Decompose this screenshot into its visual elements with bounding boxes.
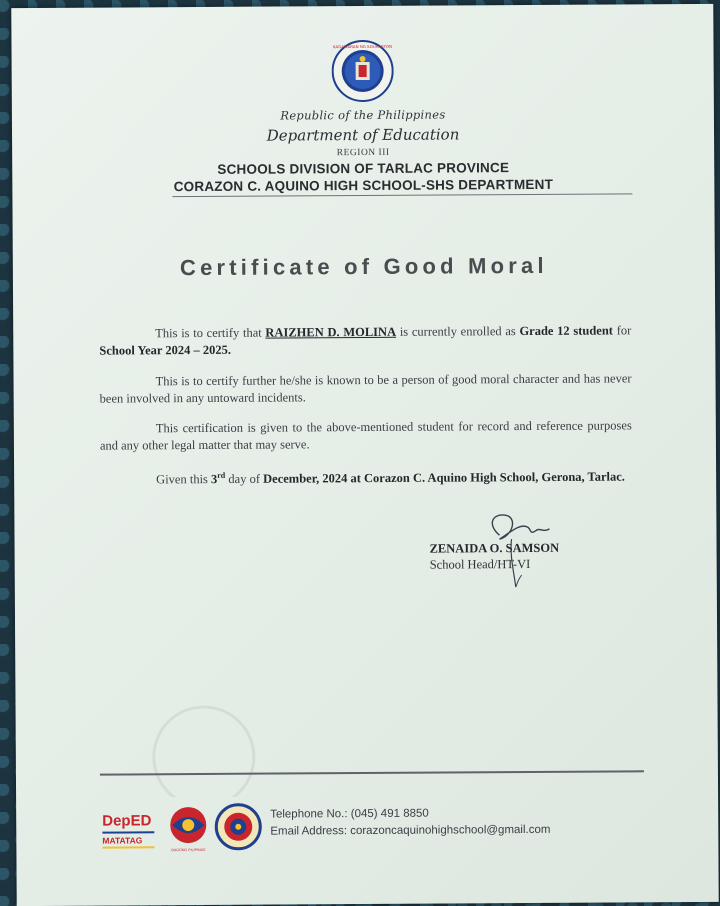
day-suffix: rd xyxy=(217,470,226,480)
faint-watermark xyxy=(143,697,264,798)
school-seal-icon xyxy=(216,805,260,849)
seal-text: KAGAWARAN NG EDUKASYON xyxy=(332,43,393,50)
p1-text-a: This is to certify that xyxy=(155,325,266,341)
footer-logos xyxy=(102,803,272,856)
email-address: Email Address: corazoncaquinohighschool@gmail.com xyxy=(270,823,551,838)
division-line: SCHOOLS DIVISION OF TARLAC PROVINCE xyxy=(217,160,510,177)
bagong-text: BAGONG PILIPINAS xyxy=(171,847,206,853)
signatory-position: School Head/HT-VI xyxy=(429,556,531,572)
certificate-title: Certificate of Good Moral xyxy=(179,252,548,281)
paragraph-given xyxy=(100,464,632,488)
department-line: Department of Education xyxy=(266,125,460,145)
date-place: December, 2024 at Corazon C. Aquino High School, Gerona, Tarlac. xyxy=(263,469,625,486)
matatag-text: MATATAG xyxy=(102,835,143,846)
p1-text-b: is currently enrolled as xyxy=(396,324,520,339)
deped-seal-icon xyxy=(331,40,393,102)
contact-info xyxy=(270,805,550,841)
signatory-block xyxy=(430,540,560,573)
signatory-name: ZENAIDA O. SAMSON xyxy=(429,540,560,556)
deped-matatag-logo-icon xyxy=(102,812,154,848)
certificate-paper xyxy=(11,4,718,906)
telephone: Telephone No.: (045) 491 8850 xyxy=(270,807,429,821)
student-name: RAIZHEN D. MOLINA xyxy=(265,324,397,340)
p4-text-a: Given this xyxy=(156,472,212,487)
paragraph-purpose xyxy=(100,417,632,454)
school-year: School Year 2024 – 2025. xyxy=(99,342,232,358)
p4-text-b: day of xyxy=(225,471,264,487)
grade-level: Grade 12 student xyxy=(519,323,614,339)
bagong-pilipinas-logo-icon xyxy=(170,807,206,852)
p3-text: This certification is given to the above-mentioned student for record and reference purposes and any other legal matter that may serve. xyxy=(99,418,632,453)
region-line: REGION III xyxy=(336,147,390,159)
republic-line: Republic of the Philippines xyxy=(280,107,446,123)
deped-logo-text: DepED xyxy=(102,812,152,830)
day-number: 3 xyxy=(210,472,218,487)
school-line: CORAZON C. AQUINO HIGH SCHOOL-SHS DEPARTMENT xyxy=(173,176,554,195)
paragraph-enrollment xyxy=(99,322,631,359)
header-divider xyxy=(172,193,632,197)
paragraph-character xyxy=(99,370,631,407)
p1-text-c: for xyxy=(612,323,632,338)
p2-text: This is to certify further he/she is known to be a person of good moral character and has never been involved in any untoward incidents. xyxy=(99,371,632,406)
